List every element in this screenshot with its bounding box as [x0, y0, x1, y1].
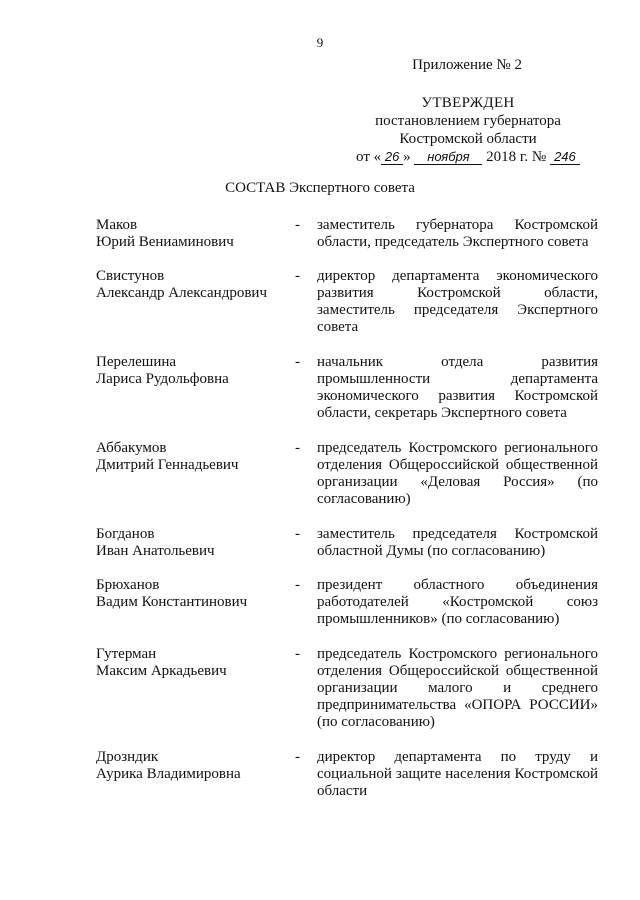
date-year: 2018 г. №: [486, 149, 547, 165]
member-dash: -: [295, 577, 300, 593]
member-dash: -: [295, 354, 300, 370]
decree-number: 246: [550, 150, 580, 165]
member-role: президент областного объединения работодателей «Костромской союз промышленников» (по согласованию): [317, 577, 598, 627]
member-surname: Брюханов: [96, 577, 160, 593]
member-dash: -: [295, 749, 300, 765]
member-role: председатель Костромского регионального отделения Общероссийской общественной организации «Деловая Россия» (по согласованию): [317, 440, 598, 507]
member-dash: -: [295, 440, 300, 456]
member-dash: -: [295, 526, 300, 542]
member-role: заместитель губернатора Костромской области, председатель Экспертного совета: [317, 217, 598, 250]
approval-region-line: Костромской области: [399, 131, 537, 147]
member-dash: -: [295, 268, 300, 284]
member-name: [96, 268, 296, 302]
member-role: заместитель председателя Костромской областной Думы (по согласованию): [317, 526, 598, 559]
page-number: 9: [316, 35, 324, 50]
date-month: ноября: [414, 150, 482, 165]
member-given-name: Юрий Вениаминович: [96, 234, 234, 250]
date-day-close: »: [403, 149, 411, 165]
approval-date-line: [330, 148, 606, 166]
approval-block: [330, 94, 606, 166]
member-surname: Перелешина: [96, 354, 177, 370]
member-given-name: Лариса Рудольфовна: [96, 371, 229, 387]
document-title: СОСТАВ Экспертного совета: [225, 180, 415, 196]
member-name: [96, 526, 296, 560]
member-role: директор департамента по труду и социальной защите населения Костромской области: [317, 749, 598, 799]
date-day: 26: [381, 150, 403, 165]
member-dash: -: [295, 646, 300, 662]
member-dash: -: [295, 217, 300, 233]
member-given-name: Иван Анатольевич: [96, 543, 215, 559]
member-given-name: Аурика Владимировна: [96, 766, 241, 782]
approval-decree-line: постановлением губернатора: [375, 113, 561, 129]
member-surname: Дрозндик: [96, 749, 159, 765]
member-surname: Богданов: [96, 526, 155, 542]
approval-heading: УТВЕРЖДЕН: [421, 95, 515, 111]
member-name: [96, 440, 296, 474]
member-surname: Маков: [96, 217, 138, 233]
member-surname: Аббакумов: [96, 440, 167, 456]
member-name: [96, 577, 296, 611]
member-name: [96, 354, 296, 388]
member-role: директор департамента экономического развития Костромской области, заместитель председателя Экспертного совета: [317, 268, 598, 335]
member-given-name: Максим Аркадьевич: [96, 663, 227, 679]
member-surname: Гутерман: [96, 646, 157, 662]
member-given-name: Александр Александрович: [96, 285, 267, 301]
member-given-name: Дмитрий Геннадьевич: [96, 457, 239, 473]
member-role: начальник отдела развития промышленности департамента экономического развития Костромской области, секретарь Экспертного совета: [317, 354, 598, 421]
member-surname: Свистунов: [96, 268, 165, 284]
member-name: [96, 749, 296, 783]
date-prefix: от «: [356, 149, 382, 165]
member-given-name: Вадим Константинович: [96, 594, 248, 610]
appendix-label: Приложение № 2: [412, 57, 522, 73]
member-role: председатель Костромского регионального отделения Общероссийской общественной организации малого и среднего предпринимательства «ОПОРА РОССИИ» (по согласованию): [317, 646, 598, 730]
member-name: [96, 646, 296, 680]
member-name: [96, 217, 296, 251]
